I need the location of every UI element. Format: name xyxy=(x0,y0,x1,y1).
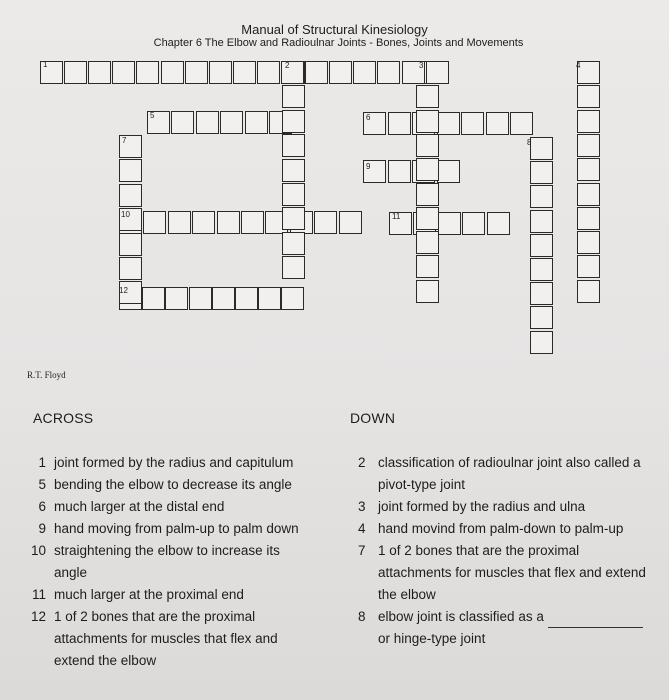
cell-number-12: 12 xyxy=(119,286,128,295)
cell-number-10: 10 xyxy=(121,210,130,219)
crossword-cell[interactable] xyxy=(258,287,281,310)
crossword-cell[interactable] xyxy=(416,158,439,181)
across-clue-list xyxy=(10,452,315,672)
cell-number-4: 4 xyxy=(576,61,581,70)
crossword-cell[interactable] xyxy=(119,233,142,256)
crossword-cell[interactable] xyxy=(577,85,600,108)
crossword-cell[interactable] xyxy=(437,160,460,183)
crossword-cell[interactable] xyxy=(233,61,256,84)
answer-blank xyxy=(548,613,643,628)
crossword-cell[interactable] xyxy=(530,306,553,329)
crossword-cell[interactable] xyxy=(577,110,600,133)
crossword-cell[interactable] xyxy=(577,158,600,181)
crossword-cell[interactable] xyxy=(486,112,509,135)
cell-number-8: 8 xyxy=(527,138,532,147)
crossword-cell[interactable] xyxy=(577,134,600,157)
cell-number-1: 1 xyxy=(43,60,48,69)
crossword-cell[interactable] xyxy=(282,207,305,230)
crossword-cell[interactable] xyxy=(416,207,439,230)
crossword-cell[interactable] xyxy=(329,61,352,84)
crossword-cell[interactable] xyxy=(577,231,600,254)
crossword-cell[interactable] xyxy=(209,61,232,84)
crossword-cell[interactable] xyxy=(416,85,439,108)
crossword-cell[interactable] xyxy=(462,212,485,235)
down-clue: 3 joint formed by the radius and ulna xyxy=(358,499,586,514)
crossword-cell[interactable] xyxy=(577,207,600,230)
crossword-cell[interactable] xyxy=(64,61,87,84)
crossword-cell[interactable] xyxy=(241,211,264,234)
crossword-cell[interactable] xyxy=(530,258,553,281)
crossword-cell[interactable] xyxy=(530,282,553,305)
crossword-cell[interactable] xyxy=(142,287,165,310)
crossword-cell[interactable] xyxy=(577,255,600,278)
crossword-cell[interactable] xyxy=(143,211,166,234)
crossword-cell[interactable] xyxy=(282,110,305,133)
crossword-cell[interactable] xyxy=(185,61,208,84)
crossword-cell[interactable] xyxy=(353,61,376,84)
crossword-cell[interactable] xyxy=(161,61,184,84)
crossword-cell[interactable] xyxy=(530,161,553,184)
crossword-cell[interactable] xyxy=(119,257,142,280)
crossword-cell[interactable] xyxy=(196,111,219,134)
crossword-cell[interactable] xyxy=(282,256,305,279)
crossword-cell[interactable] xyxy=(282,134,305,157)
cell-number-6: 6 xyxy=(366,113,371,122)
crossword-cell[interactable] xyxy=(530,185,553,208)
across-clue: 10 straightening the elbow to increase its angle xyxy=(30,543,280,580)
author-credit: R.T. Floyd xyxy=(27,370,66,380)
crossword-cell[interactable] xyxy=(282,183,305,206)
crossword-cell[interactable] xyxy=(305,61,328,84)
crossword-cell[interactable] xyxy=(416,183,439,206)
cell-number-3: 3 xyxy=(419,61,424,70)
crossword-cell[interactable] xyxy=(281,287,304,310)
crossword-cell[interactable] xyxy=(189,287,212,310)
crossword-cell[interactable] xyxy=(112,61,135,84)
crossword-cell[interactable] xyxy=(220,111,243,134)
crossword-cell[interactable] xyxy=(235,287,258,310)
crossword-cell[interactable] xyxy=(416,255,439,278)
crossword-cell[interactable] xyxy=(416,110,439,133)
crossword-cell[interactable] xyxy=(530,331,553,354)
down-clue: 4 hand movind from palm-down to palm-up xyxy=(358,521,624,536)
down-clue: 2 classification of radioulnar joint also called a pivot-type joint xyxy=(358,455,641,492)
crossword-cell[interactable] xyxy=(416,231,439,254)
crossword-cell[interactable] xyxy=(171,111,194,134)
crossword-cell[interactable] xyxy=(530,137,553,160)
crossword-cell[interactable] xyxy=(282,159,305,182)
cell-number-9: 9 xyxy=(366,162,371,171)
cell-number-2: 2 xyxy=(285,61,290,70)
down-clue: 7 1 of 2 bones that are the proximal attachments for muscles that flex and extend the elbow xyxy=(358,543,646,602)
crossword-cell[interactable] xyxy=(192,211,215,234)
down-heading: DOWN xyxy=(350,410,396,426)
crossword-cell[interactable] xyxy=(119,159,142,182)
crossword-cell[interactable] xyxy=(437,112,460,135)
crossword-cell[interactable] xyxy=(88,61,111,84)
across-clue: 5 bending the elbow to decrease its angle xyxy=(38,477,292,492)
crossword-cell[interactable] xyxy=(217,211,240,234)
crossword-cell[interactable] xyxy=(119,184,142,207)
crossword-cell[interactable] xyxy=(388,112,411,135)
crossword-cell[interactable] xyxy=(530,234,553,257)
across-clue: 12 1 of 2 bones that are the proximal attachments for muscles that flex and extend the elbow xyxy=(30,609,278,668)
crossword-cell[interactable] xyxy=(426,61,449,84)
crossword-cell[interactable] xyxy=(212,287,235,310)
crossword-cell[interactable] xyxy=(510,112,533,135)
across-clue: 6 much larger at the distal end xyxy=(38,499,225,514)
crossword-cell[interactable] xyxy=(314,211,337,234)
crossword-cell[interactable] xyxy=(245,111,268,134)
across-clue: 1 joint formed by the radius and capitulum xyxy=(38,455,294,470)
crossword-cell[interactable] xyxy=(438,212,461,235)
crossword-cell[interactable] xyxy=(136,61,159,84)
crossword-cell[interactable] xyxy=(388,160,411,183)
across-clue: 11 much larger at the proximal end xyxy=(31,587,244,602)
down-clue-list xyxy=(358,452,648,650)
crossword-cell[interactable] xyxy=(577,183,600,206)
crossword-cell[interactable] xyxy=(461,112,484,135)
down-clue: 8 elbow joint is classified as a or hinge-type joint xyxy=(358,606,648,650)
crossword-cell[interactable] xyxy=(282,232,305,255)
crossword-cell[interactable] xyxy=(416,134,439,157)
cell-number-7: 7 xyxy=(122,136,127,145)
crossword-cell[interactable] xyxy=(257,61,280,84)
crossword-cell[interactable] xyxy=(416,280,439,303)
crossword-cell[interactable] xyxy=(530,210,553,233)
cell-number-11: 11 xyxy=(392,212,401,221)
crossword-cell[interactable] xyxy=(282,85,305,108)
crossword-cell[interactable] xyxy=(339,211,362,234)
page-subtitle: Chapter 6 The Elbow and Radioulnar Joints - Bones, Joints and Movements xyxy=(153,37,524,49)
crossword-cell[interactable] xyxy=(377,61,400,84)
crossword-cell[interactable] xyxy=(168,211,191,234)
across-heading: ACROSS xyxy=(33,410,94,426)
page-title: Manual of Structural Kinesiology xyxy=(241,22,428,37)
crossword-cell[interactable] xyxy=(577,280,600,303)
across-clue: 9 hand moving from palm-up to palm down xyxy=(38,521,299,536)
crossword-cell[interactable] xyxy=(165,287,188,310)
crossword-cell[interactable] xyxy=(487,212,510,235)
cell-number-5: 5 xyxy=(150,111,155,120)
